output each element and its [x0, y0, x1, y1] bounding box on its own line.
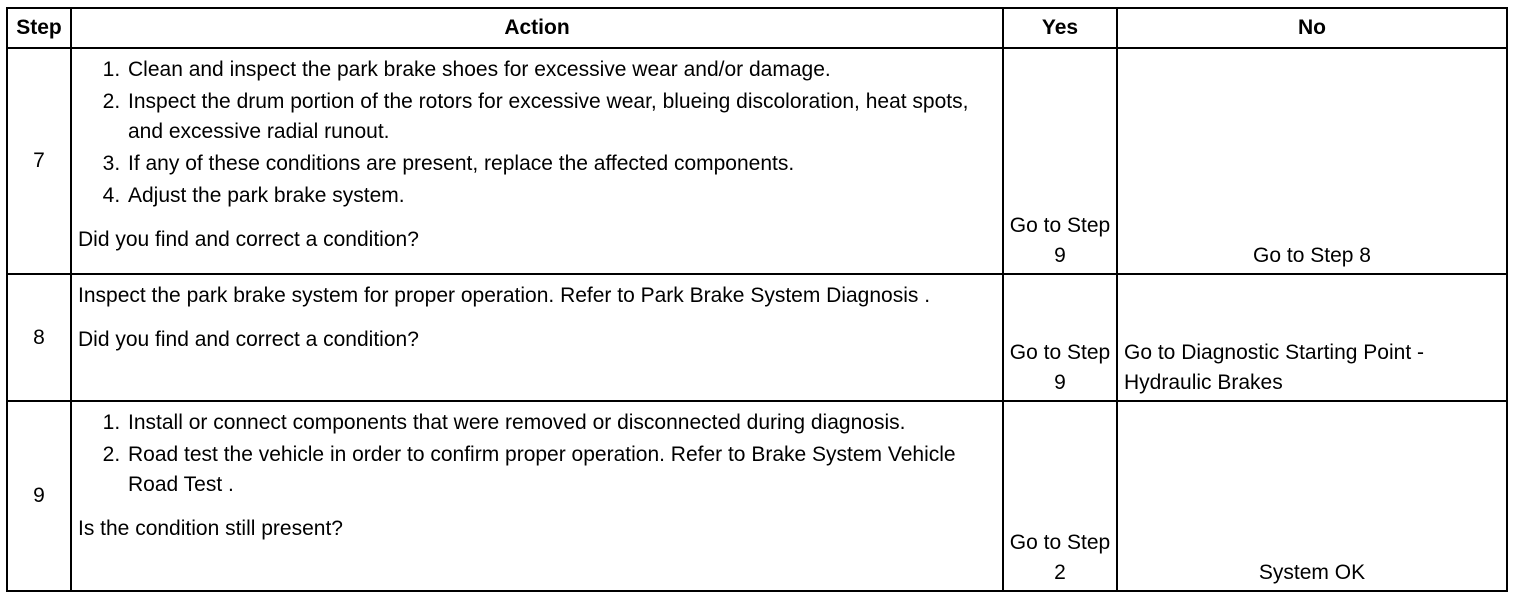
table-row-step-7: [7, 48, 1507, 274]
list-item: 3. If any of these conditions are present, replace the affected components.: [126, 149, 996, 179]
question-text: Did you find and correct a condition?: [78, 228, 419, 251]
yes-cell: [1003, 401, 1117, 591]
header-yes: Yes: [1003, 8, 1117, 48]
action-cell: [71, 48, 1003, 274]
no-cell: [1117, 48, 1507, 274]
question-text: Did you find and correct a condition?: [78, 328, 419, 351]
action-list: [78, 408, 996, 500]
diagnostic-table-container: [6, 7, 1506, 592]
list-item: 4. Adjust the park brake system.: [126, 181, 996, 211]
yes-text: Go to Step 2: [1009, 531, 1111, 584]
header-no: No: [1117, 8, 1507, 48]
list-item: 1. Install or connect components that were removed or disconnected during diagnosis.: [126, 408, 996, 438]
action-text: Inspect the park brake system for proper operation. Refer to Park Brake System Diagnosis .: [78, 284, 931, 307]
step-number: 9: [7, 401, 71, 591]
list-item: 2. Road test the vehicle in order to confirm proper operation. Refer to Brake System Vehicle Road Test .: [126, 440, 996, 500]
yes-cell: [1003, 48, 1117, 274]
question-text: Is the condition still present?: [78, 517, 343, 540]
list-item: 2. Inspect the drum portion of the rotors for excessive wear, blueing discoloration, heat spots, and excessive radial runout.: [126, 87, 996, 147]
action-cell: [71, 274, 1003, 401]
no-text: System OK: [1258, 561, 1366, 584]
header-step: Step: [7, 8, 71, 48]
header-action: Action: [71, 8, 1003, 48]
table-header-row: [7, 8, 1507, 48]
table-row-step-8: [7, 274, 1507, 401]
step-number: 8: [7, 274, 71, 401]
no-cell: [1117, 401, 1507, 591]
action-cell: [71, 401, 1003, 591]
yes-cell: [1003, 274, 1117, 401]
no-cell: [1117, 274, 1507, 401]
yes-text: Go to Step 9: [1009, 214, 1111, 267]
list-item: 1. Clean and inspect the park brake shoes for excessive wear and/or damage.: [126, 55, 996, 85]
table-row-step-9: [7, 401, 1507, 591]
no-text: Go to Diagnostic Starting Point - Hydraulic Brakes: [1124, 341, 1424, 394]
action-list: [78, 55, 996, 211]
diagnostic-table: [6, 7, 1508, 592]
yes-text: Go to Step 9: [1009, 341, 1111, 394]
no-text: Go to Step 8: [1253, 244, 1371, 267]
step-number: 7: [7, 48, 71, 274]
